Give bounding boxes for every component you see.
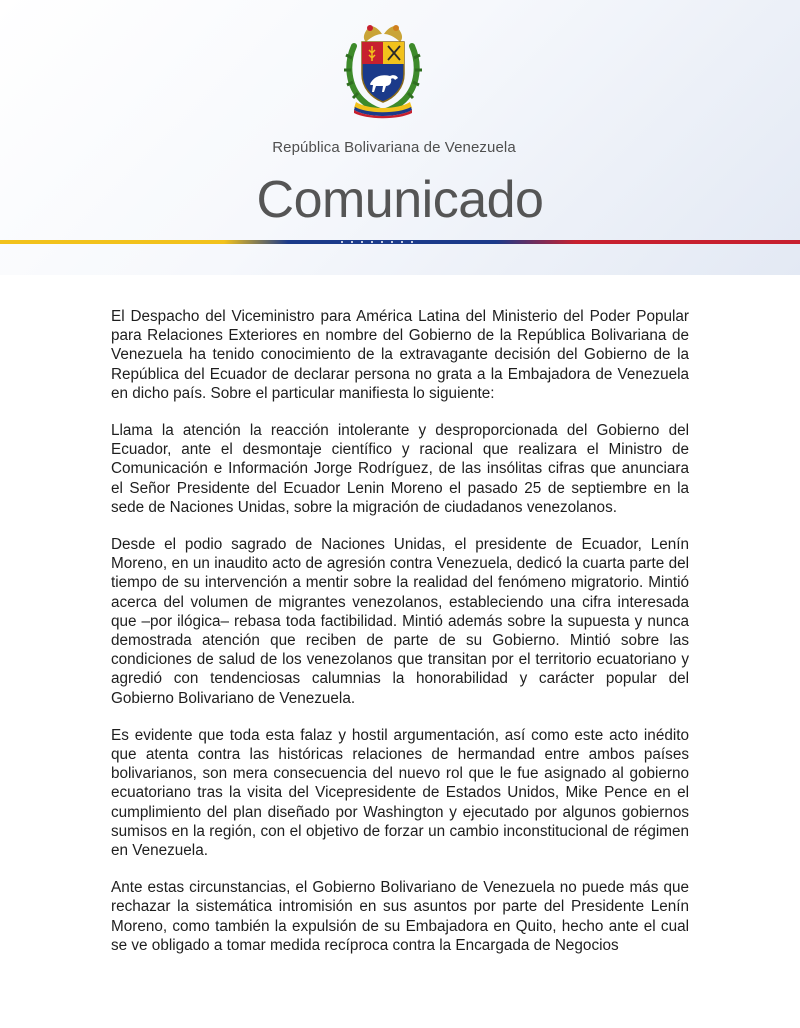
coat-of-arms-icon <box>340 12 426 120</box>
paragraph: Desde el podio sagrado de Naciones Unidas, el presidente de Ecuador, Lenín Moreno, en un inaudito acto de agresión contra Venezuela, dedicó la cuarta parte del tiempo de su intervención a mentir sobre la realidad del fenómeno migratorio. Mintió acerca del volumen de migrantes venezolanos, estableciendo una cifra interesada que –por ilógica– rebasa toda factibilidad. Mintió además sobre la supuesta y nunca demostrada atención que reciben de parte de su Gobierno. Mintió sobre las condiciones de salud de los venezolanos que transitan por el territorio ecuatoriano y agredió con tendenciosas calumnias la honorabilidad y carácter popular del Gobierno Bolivariano de Venezuela. <box>111 536 689 707</box>
communique-body <box>111 307 689 973</box>
paragraph: El Despacho del Viceministro para América Latina del Ministerio del Poder Popular para Relaciones Exteriores en nombre del Gobierno de la República Bolivariana de Venezuela ha tenido conocimiento de la extravagante decisión del Gobierno de la República del Ecuador de declarar persona no grata a la Embajadora de Venezuela en dicho país. Sobre el particular manifiesta lo siguiente: <box>111 308 689 402</box>
tricolor-stripe <box>0 238 800 247</box>
letterhead <box>0 0 800 275</box>
page-title: Comunicado <box>256 171 544 229</box>
paragraph: Ante estas circunstancias, el Gobierno Bolivariano de Venezuela no puede más que rechazar la sistemática intromisión en sus asuntos por parte del Presidente Lenín Moreno, como también la expulsión de su Embajadora en Quito, hecho ante el cual se ve obligado a tomar medida recíproca contra la Encargada de Negocios <box>111 879 689 954</box>
republic-name: República Bolivariana de Venezuela <box>272 139 516 156</box>
paragraph: Es evidente que toda esta falaz y hostil argumentación, así como este acto inédito que atenta contra las históricas relaciones de hermandad entre ambos países bolivarianos, son mera consecuencia del nuevo rol que le fue asignado al gobierno ecuatoriano tras la visita del Vicepresidente de Estados Unidos, Mike Pence en el cumplimiento del plan diseñado por Washington y ejecutado por algunos gobiernos sumisos en la región, con el objetivo de forzar un cambio inconstitucional de régimen en Venezuela. <box>111 726 689 860</box>
paragraph: Llama la atención la reacción intolerante y desproporcionada del Gobierno del Ecuador, ante el desmontaje científico y racional que realizara el Ministro de Comunicación e Información Jorge Rodríguez, de las insólitas cifras que anunciara el Señor Presidente del Ecuador Lenin Moreno el pasado 25 de septiembre en la sede de Naciones Unidas, sobre la migración de ciudadanos venezolanos. <box>111 422 689 516</box>
